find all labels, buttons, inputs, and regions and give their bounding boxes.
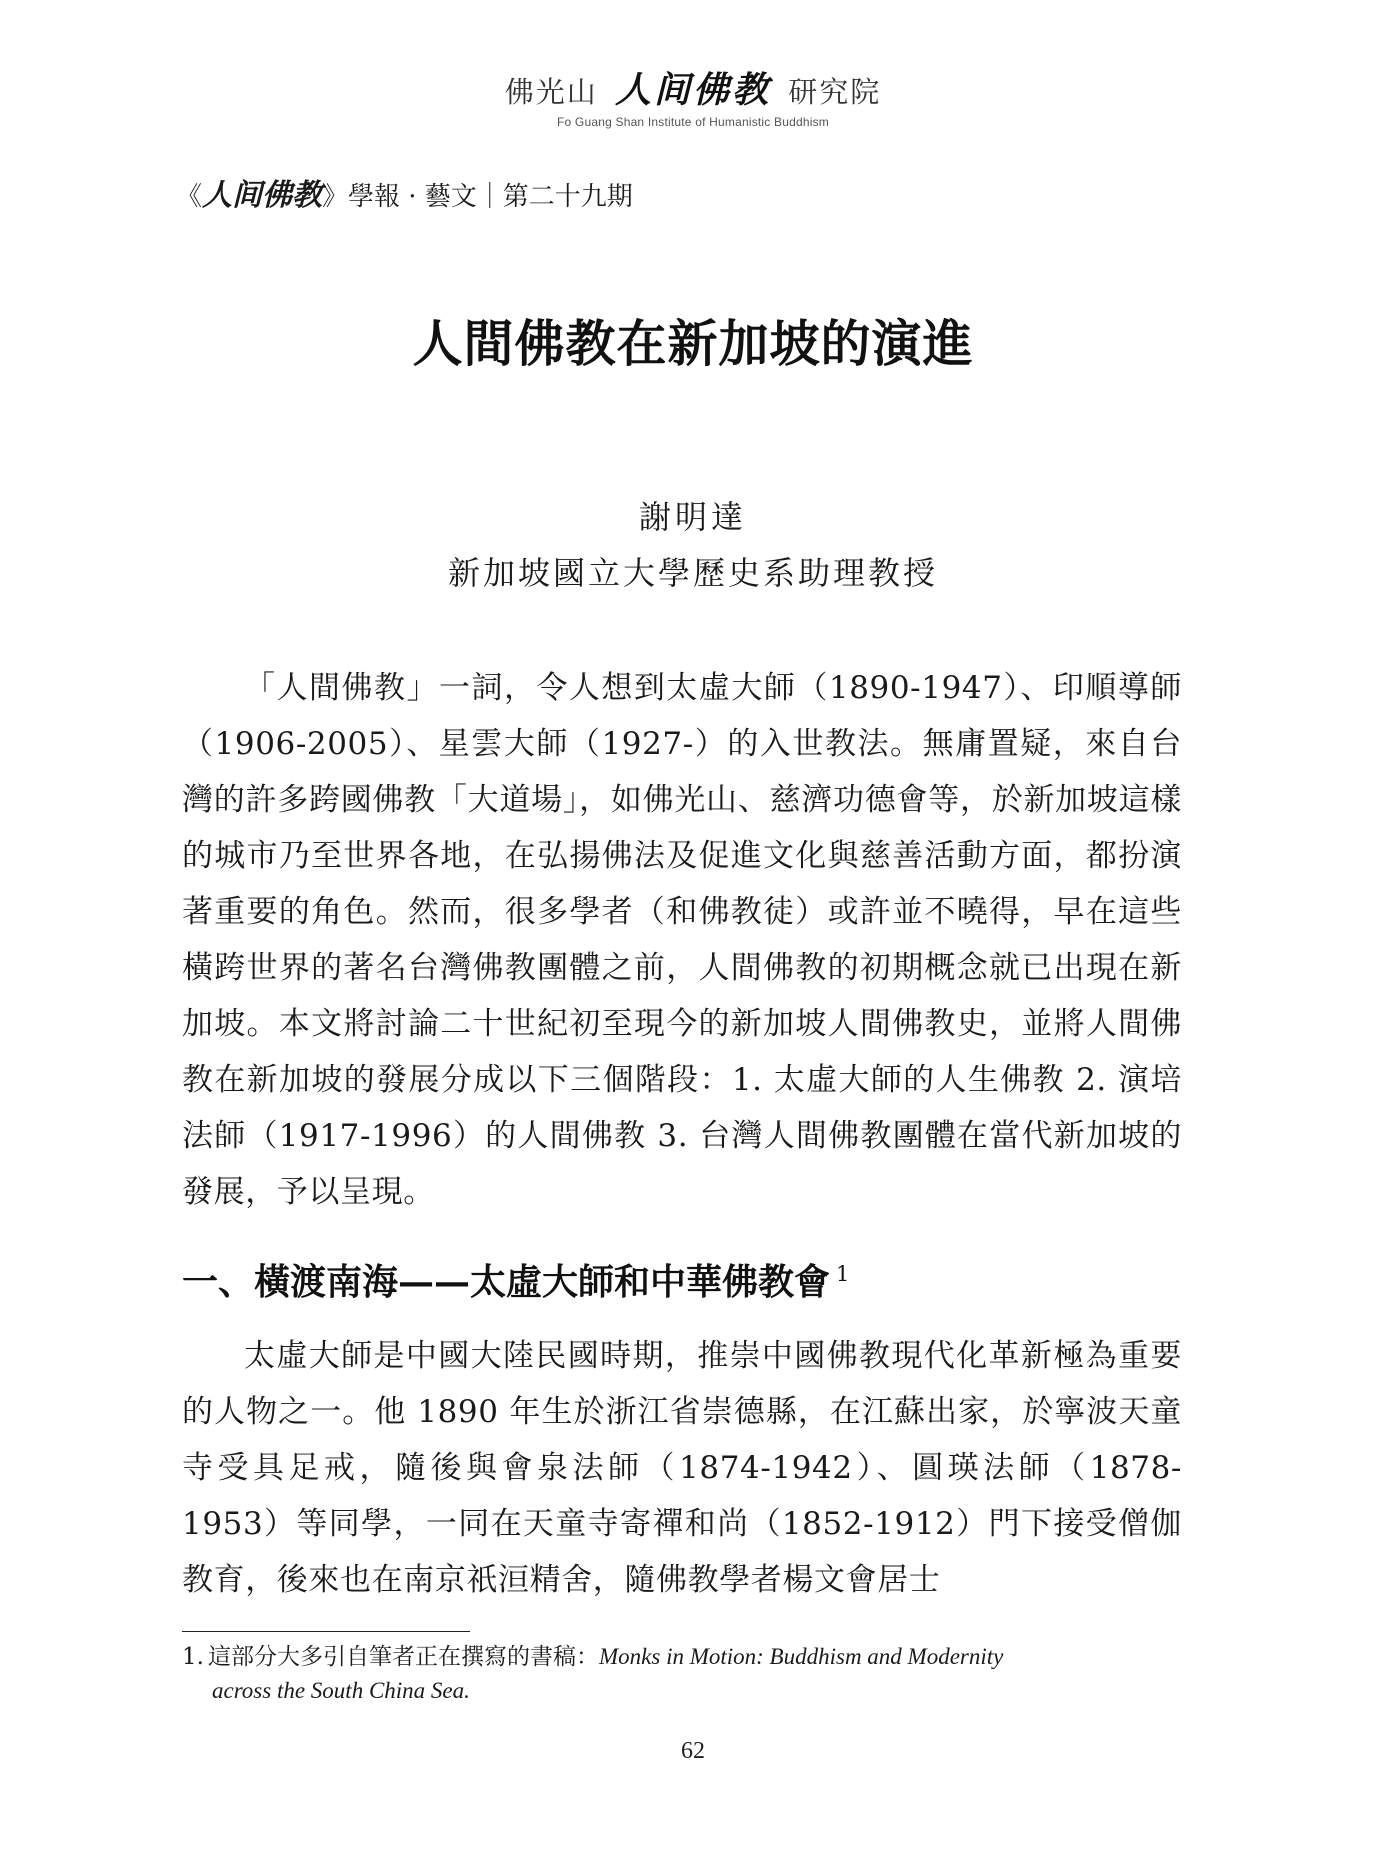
institute-header bbox=[0, 62, 1386, 129]
running-header bbox=[176, 170, 633, 214]
footnote-number: 1. bbox=[182, 1644, 204, 1670]
section-heading bbox=[182, 1254, 849, 1305]
intro-section bbox=[182, 660, 1182, 1220]
footnote-divider bbox=[182, 1631, 470, 1632]
institute-name-english: Fo Guang Shan Institute of Humanistic Buddhism bbox=[556, 115, 829, 129]
author-affiliation: 新加坡國立大學歷史系助理教授 bbox=[447, 554, 938, 592]
article-title: 人間佛教在新加坡的演進 bbox=[412, 314, 974, 373]
section-paragraph: 太虛大師是中國大陸民國時期，推崇中國佛教現代化革新極為重要的人物之一。他 1890 年生於浙江省崇德縣，在江蘇出家，於寧波天童寺受具足戒，隨後與會泉法師（1874-1942）、圓瑛法師（1878-1953）等同學，一同在天童寺寄禪和尚（1852-1912）門下接受僧伽教育，後來也在南京祇洹精舍，隨佛教學者楊文會居士 bbox=[182, 1338, 1182, 1598]
institute-brand-script: 人间佛教 bbox=[614, 70, 771, 111]
institute-name-prefix: 佛光山 bbox=[504, 75, 598, 109]
intro-paragraph: 「人間佛教」一詞，令人想到太虛大師（1890-1947）、印順導師（1906-2005）、星雲大師（1927-）的入世教法。無庸置疑，來自台灣的許多跨國佛教「大道場」，如佛光山、慈濟功德會等，於新加坡這樣的城市乃至世界各地，在弘揚佛法及促進文化與慈善活動方面，都扮演著重要的角色。然而，很多學者（和佛教徒）或許並不曉得，早在這些橫跨世界的著名台灣佛教團體之前，人間佛教的初期概念就已出現在新加坡。本文將討論二十世紀初至現今的新加坡人間佛教史，並將人間佛教在新加坡的發展分成以下三個階段：1. 太虛大師的人生佛教 2. 演培法師（1917-1996）的人間佛教 3. 台灣人間佛教團體在當代新加坡的發展，予以呈現。 bbox=[182, 670, 1182, 1210]
journal-brand-script: 人间佛教 bbox=[202, 178, 323, 213]
running-header-issue: 》學報 · 藝文｜第二十九期 bbox=[322, 182, 633, 212]
footnote-text: 這部分大多引自筆者正在撰寫的書稿： bbox=[208, 1644, 599, 1669]
running-header-open-bracket: 《 bbox=[176, 182, 203, 212]
article-author: 謝明達 bbox=[638, 498, 747, 536]
footnote-book-title-cont: across the South China Sea. bbox=[212, 1678, 470, 1703]
institute-logo bbox=[0, 62, 1386, 113]
footnote-book-title: Monks in Motion: Buddhism and Modernity bbox=[599, 1644, 1004, 1669]
footnote bbox=[182, 1640, 1182, 1708]
section-body bbox=[182, 1328, 1182, 1608]
institute-name-suffix: 研究院 bbox=[788, 75, 882, 109]
section-heading-text: 一、橫渡南海——太虛大師和中華佛教會 bbox=[182, 1261, 831, 1303]
page-number: 62 bbox=[681, 1738, 705, 1764]
footnote-reference[interactable]: 1 bbox=[836, 1262, 850, 1286]
